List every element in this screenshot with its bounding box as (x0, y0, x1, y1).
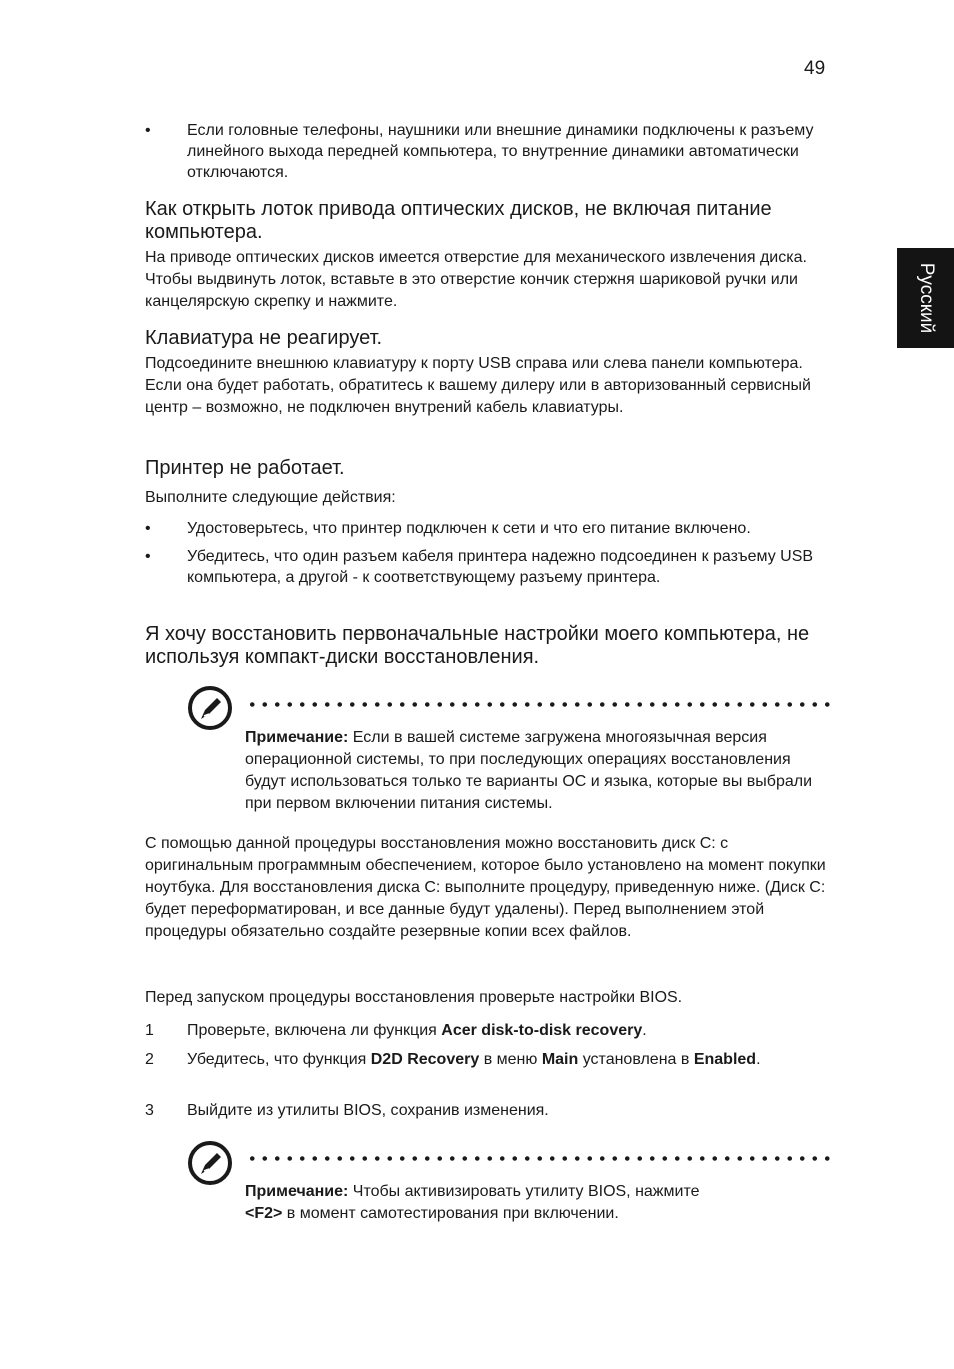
recovery-paragraph-2: Перед запуском процедуры восстановления проверьте настройки BIOS. (145, 989, 683, 1006)
step-1-text: Проверьте, включена ли функция (187, 1022, 442, 1039)
step-1 (187, 1020, 837, 1042)
language-side-tab (897, 248, 954, 348)
bullet-mark: • (145, 548, 151, 565)
section-heading-optical-tray: Как открыть лоток привода оптических дисков, не включая питание компьютера. (145, 198, 772, 243)
note-1-text: Если в вашей системе загружена многоязычная версия операционной системы, то при последующих операциях восстановления будут использоваться только те варианты ОС и языка, которые вы выбрали при первом включении питания системы. (245, 729, 813, 812)
section-body-optical-tray: На приводе оптических дисков имеется отверстие для механического извлечения диска. Чтобы выдвинуть лоток, вставьте в это отверстие кончик стержня шариковой ручки или канцелярскую скрепку и нажмите. (145, 249, 807, 310)
note-2 (245, 1181, 825, 1225)
language-side-tab-label: Русский (915, 262, 937, 334)
section-heading-recovery: Я хочу восстановить первоначальные настройки моего компьютера, не используя компакт-диски восстановления. (145, 623, 810, 668)
step-2-text-3: установлена в (578, 1051, 694, 1068)
bullet-mark: • (145, 122, 151, 139)
step-1-end: . (642, 1022, 647, 1039)
bullet-mark: • (145, 520, 151, 537)
page-number: 49 (804, 58, 826, 79)
step-number: 3 (145, 1102, 154, 1119)
step-2-bold-1: D2D Recovery (370, 1051, 480, 1068)
step-2-bold-2: Main (541, 1051, 579, 1068)
note-2-key: <F2> (245, 1205, 283, 1222)
note-pen-icon (186, 684, 234, 732)
section-heading-keyboard: Клавиатура не реагирует. (145, 327, 383, 349)
note-1-label: Примечание: (245, 729, 349, 746)
printer-bullet-2: Убедитесь, что один разъем кабеля принтера надежно подсоединен к разъему USB компьютера, а другой - к соответствующему разъему принтера. (187, 548, 814, 586)
step-2-text-2: в меню (479, 1051, 542, 1068)
note-dotted-divider (246, 1156, 830, 1161)
section-heading-printer: Принтер не работает. (145, 457, 345, 479)
note-pen-icon (186, 1139, 234, 1187)
note-2-text-end: в момент самотестирования при включении. (282, 1205, 619, 1222)
note-2-text: Чтобы активизировать утилиту BIOS, нажмите (348, 1183, 700, 1200)
step-number: 1 (145, 1022, 154, 1039)
note-dotted-divider (246, 702, 830, 707)
step-2-end: . (756, 1051, 761, 1068)
note-2-label: Примечание: (245, 1183, 349, 1200)
step-3: Выйдите из утилиты BIOS, сохранив изменения. (187, 1102, 549, 1119)
section-body-keyboard: Подсоедините внешнюю клавиатуру к порту USB справа или слева панели компьютера. Если она будет работать, обратитесь к вашему дилеру или в авторизованный сервисный центр – возможно, не подключен внутрений кабель клавиатуры. (145, 355, 811, 416)
step-2 (187, 1049, 837, 1071)
step-1-bold: Acer disk-to-disk recovery (441, 1022, 643, 1039)
section-intro-printer: Выполните следующие действия: (145, 489, 396, 506)
note-1 (245, 727, 825, 815)
step-number: 2 (145, 1051, 154, 1068)
printer-bullet-1: Удостоверьтесь, что принтер подключен к сети и что его питание включено. (187, 520, 751, 537)
step-2-text: Убедитесь, что функция (187, 1051, 371, 1068)
step-2-bold-3: Enabled (693, 1051, 757, 1068)
bullet-text: Если головные телефоны, наушники или внешние динамики подключены к разъему линейного выхода передней компьютера, то внутренние динамики автоматически отключаются. (187, 122, 814, 181)
recovery-paragraph-1: С помощью данной процедуры восстановления можно восстановить диск C: с оригинальным программным обеспечением, которое было установлено на момент покупки ноутбука. Для восстановления диска C: выполните процедуру, приведенную ниже. (Диск C: будет переформатирован, и все данные будут удалены). Перед выполнением этой процедуры обязательно создайте резервные копии всех файлов. (145, 835, 826, 940)
